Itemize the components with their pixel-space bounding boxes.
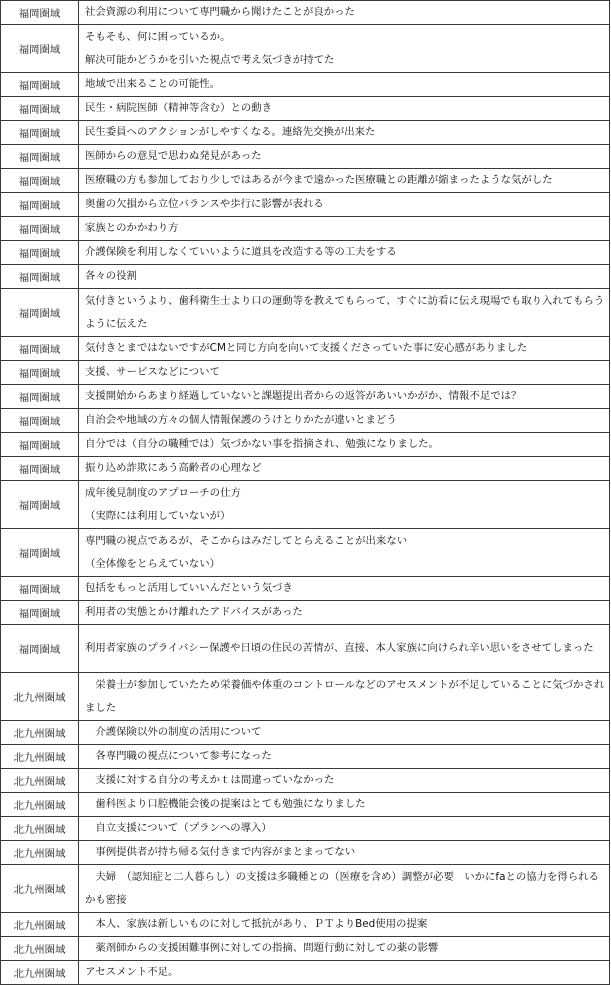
region-cell: 北九州圏域 — [1, 745, 79, 769]
comment-cell: 夫婦 （認知症と二人暮らし）の支援は多職種との（医療を含め）調整が必要 いかにfaとの協力を得られるかも密接 — [79, 865, 610, 913]
comment-cell: 民生・病院医師（精神等含む）との動き — [79, 97, 610, 121]
region-cell: 福岡圏域 — [1, 385, 79, 409]
comment-cell: 薬剤師からの支援困難事例に対しての指摘、問題行動に対しての薬の影響 — [79, 937, 610, 961]
table-row — [1, 721, 610, 745]
comment-cell: 気付きとまではないですがCMと同じ方向を向いて支援くださっていた事に安心感がありました — [79, 337, 610, 361]
comment-cell: 自立支援について（プランへの導入） — [79, 817, 610, 841]
region-cell: 福岡圏域 — [1, 289, 79, 337]
table-row — [1, 217, 610, 241]
region-cell: 福岡圏域 — [1, 121, 79, 145]
table-row — [1, 673, 610, 721]
comment-cell: 支援開始からあまり経過していないと課題提出者からの返答があいいかがか、情報不足では？ — [79, 385, 610, 409]
table-row — [1, 865, 610, 913]
comment-cell: 介護保険以外の制度の活用について — [79, 721, 610, 745]
comment-cell: 医師からの意見で思わぬ発見があった — [79, 145, 610, 169]
region-cell: 北九州圏域 — [1, 721, 79, 745]
region-cell: 福岡圏域 — [1, 217, 79, 241]
table-row — [1, 73, 610, 97]
region-cell: 福岡圏域 — [1, 265, 79, 289]
comment-cell: 支援、サービスなどについて — [79, 361, 610, 385]
table-row — [1, 793, 610, 817]
comment-cell: 成年後見制度のアプローチの仕方 （実際には利用していないが） — [79, 481, 610, 529]
comments-table-body — [1, 1, 610, 985]
comment-cell: 民生委員へのアクションがしやすくなる。連絡先交換が出来た — [79, 121, 610, 145]
table-row — [1, 337, 610, 361]
comment-cell: そもそも、何に困っているか。 解決可能かどうかを引いた視点で考え気づきが持てた — [79, 25, 610, 73]
table-row — [1, 817, 610, 841]
region-cell: 福岡圏域 — [1, 337, 79, 361]
region-cell: 福岡圏域 — [1, 481, 79, 529]
region-cell: 福岡圏域 — [1, 529, 79, 577]
table-row — [1, 457, 610, 481]
region-cell: 福岡圏域 — [1, 241, 79, 265]
table-row — [1, 1, 610, 25]
region-cell: 福岡圏域 — [1, 625, 79, 673]
comment-cell: 家族とのかかわり方 — [79, 217, 610, 241]
table-row — [1, 601, 610, 625]
comment-cell: 社会資源の利用について専門職から聞けたことが良かった — [79, 1, 610, 25]
region-cell: 北九州圏域 — [1, 961, 79, 985]
table-row — [1, 529, 610, 577]
region-cell: 北九州圏域 — [1, 793, 79, 817]
comment-cell: 振り込め詐欺にあう高齢者の心理など — [79, 457, 610, 481]
table-row — [1, 769, 610, 793]
region-cell: 北九州圏域 — [1, 673, 79, 721]
table-row — [1, 913, 610, 937]
comment-cell: 専門職の視点であるが、そこからはみだしてとらえることが出来ない （全体像をとらえていない） — [79, 529, 610, 577]
table-row — [1, 97, 610, 121]
region-cell: 福岡圏域 — [1, 457, 79, 481]
region-cell: 福岡圏域 — [1, 433, 79, 457]
comment-cell: 介護保険を利用しなくていいように道具を改造する等の工夫をする — [79, 241, 610, 265]
table-row — [1, 625, 610, 673]
comment-cell: 各々の役割 — [79, 265, 610, 289]
comment-cell: 事例提供者が持ち帰る気付きまで内容がまとまってない — [79, 841, 610, 865]
comment-cell: 利用者の実態とかけ離れたアドバイスがあった — [79, 601, 610, 625]
comment-cell: 各専門職の視点について参考になった — [79, 745, 610, 769]
table-row — [1, 409, 610, 433]
table-row — [1, 25, 610, 73]
comment-cell: 医療職の方も参加しており少しではあるが今まで遠かった医療職との距離が縮まったような気がした — [79, 169, 610, 193]
region-cell: 北九州圏域 — [1, 841, 79, 865]
table-row — [1, 481, 610, 529]
comment-cell: 地域で出来ることの可能性。 — [79, 73, 610, 97]
region-cell: 福岡圏域 — [1, 169, 79, 193]
region-cell: 福岡圏域 — [1, 1, 79, 25]
comment-cell: 歯科医より口腔機能会後の提案はとても勉強になりました — [79, 793, 610, 817]
region-cell: 福岡圏域 — [1, 601, 79, 625]
region-cell: 北九州圏域 — [1, 817, 79, 841]
comment-cell: 本人、家族は新しいものに対して抵抗があり、ＰＴよりBed使用の提案 — [79, 913, 610, 937]
table-row — [1, 193, 610, 217]
table-row — [1, 145, 610, 169]
table-row — [1, 289, 610, 337]
comment-cell: 気付きというより、歯科衛生士より口の運動等を教えてもらって、すぐに訪看に伝え現場でも取り入れてもらうように伝えた — [79, 289, 610, 337]
comment-cell: 包括をもっと活用していいんだという気づき — [79, 577, 610, 601]
comment-cell: アセスメント不足。 — [79, 961, 610, 985]
table-row — [1, 169, 610, 193]
region-cell: 福岡圏域 — [1, 409, 79, 433]
region-cell: 北九州圏域 — [1, 865, 79, 913]
comment-cell: 支援に対する自分の考えかｔは間違っていなかった — [79, 769, 610, 793]
table-row — [1, 385, 610, 409]
table-row — [1, 433, 610, 457]
table-row — [1, 961, 610, 985]
table-row — [1, 577, 610, 601]
region-cell: 福岡圏域 — [1, 25, 79, 73]
region-cell: 福岡圏域 — [1, 97, 79, 121]
region-cell: 北九州圏域 — [1, 913, 79, 937]
comment-cell: 自分では（自分の職種では）気づかない事を指摘され、勉強になりました。 — [79, 433, 610, 457]
region-cell: 福岡圏域 — [1, 145, 79, 169]
table-row — [1, 241, 610, 265]
table-row — [1, 265, 610, 289]
region-cell: 福岡圏域 — [1, 73, 79, 97]
table-row — [1, 121, 610, 145]
table-row — [1, 361, 610, 385]
region-cell: 福岡圏域 — [1, 577, 79, 601]
table-row — [1, 745, 610, 769]
region-cell: 福岡圏域 — [1, 361, 79, 385]
comment-cell: 自治会や地域の方々の個人情報保護のうけとりかたが違いとまどう — [79, 409, 610, 433]
comment-cell: 利用者家族のプライバシー保護や日頃の住民の苦情が、直接、本人家族に向けられ辛い思いをさせてしまった — [79, 625, 610, 673]
table-row — [1, 841, 610, 865]
comment-cell: 奥歯の欠損から立位バランスや歩行に影響が表れる — [79, 193, 610, 217]
region-cell: 北九州圏域 — [1, 937, 79, 961]
region-cell: 北九州圏域 — [1, 769, 79, 793]
table-row — [1, 937, 610, 961]
comment-cell: 栄養士が参加していたため栄養価や体重のコントロールなどのアセスメントが不足していることに気づかされました — [79, 673, 610, 721]
region-cell: 福岡圏域 — [1, 193, 79, 217]
